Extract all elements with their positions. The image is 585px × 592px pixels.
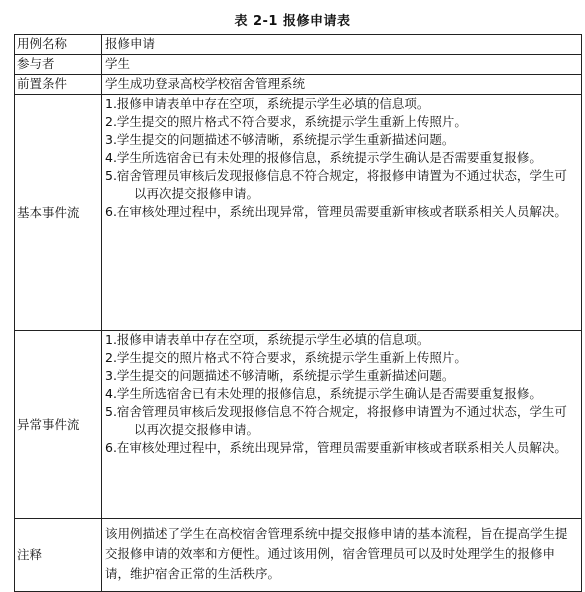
list-item: 3.学生提交的问题描述不够清晰，系统提示学生重新描述问题。 — [105, 132, 455, 147]
table-row — [15, 75, 582, 95]
list-item: 4.学生所选宿舍已有未处理的报修信息，系统提示学生确认是否需要重复报修。 — [105, 150, 542, 165]
list-item: 1.报修申请表单中存在空项，系统提示学生必填的信息项。 — [105, 96, 430, 111]
table-row — [15, 331, 582, 519]
note-text: 该用例描述了学生在高校宿舍管理系统中提交报修申请的基本流程，旨在提高学生提交报修申请的效率和方便性。通过该用例，宿舍管理员可以及时处理学生的报修申请，维护宿舍正常的生活秩序。 — [105, 526, 568, 581]
row-key-actor: 参与者 — [15, 55, 102, 75]
table-row — [15, 519, 582, 592]
list-item: 1.报修申请表单中存在空项，系统提示学生必填的信息项。 — [105, 332, 430, 347]
table-caption: 表 2-1 报修申请表 — [234, 14, 351, 29]
row-value-precondition: 学生成功登录高校学校宿舍管理系统 — [102, 75, 582, 95]
row-value-basic-flow — [102, 95, 582, 331]
table-row — [15, 55, 582, 75]
basic-flow-steps — [105, 95, 578, 221]
row-value-alt-flow — [102, 331, 582, 519]
table-row — [15, 35, 582, 55]
list-item: 4.学生所选宿舍已有未处理的报修信息，系统提示学生确认是否需要重复报修。 — [105, 386, 542, 401]
row-key-precondition: 前置条件 — [15, 75, 102, 95]
alt-flow-steps — [105, 331, 578, 457]
list-item: 6.在审核处理过程中，系统出现异常，管理员需要重新审核或者联系相关人员解决。 — [105, 440, 567, 455]
use-case-table — [14, 34, 582, 592]
row-key-note: 注释 — [15, 519, 102, 592]
row-value-note — [102, 519, 582, 592]
row-key-alt-flow: 异常事件流 — [15, 331, 102, 519]
list-item: 5.宿舍管理员审核后发现报修信息不符合规定，将报修申请置为不通过状态，学生可以再次提交报修申请。 — [105, 168, 567, 201]
list-item: 2.学生提交的照片格式不符合要求，系统提示学生重新上传照片。 — [105, 114, 467, 129]
row-value-name: 报修申请 — [102, 35, 582, 55]
row-value-actor: 学生 — [102, 55, 582, 75]
list-item: 3.学生提交的问题描述不够清晰，系统提示学生重新描述问题。 — [105, 368, 455, 383]
list-item: 2.学生提交的照片格式不符合要求，系统提示学生重新上传照片。 — [105, 350, 467, 365]
list-item: 6.在审核处理过程中，系统出现异常，管理员需要重新审核或者联系相关人员解决。 — [105, 204, 567, 219]
row-key-basic-flow: 基本事件流 — [15, 95, 102, 331]
row-key-name: 用例名称 — [15, 35, 102, 55]
list-item: 5.宿舍管理员审核后发现报修信息不符合规定，将报修申请置为不通过状态，学生可以再次提交报修申请。 — [105, 404, 567, 437]
table-row — [15, 95, 582, 331]
